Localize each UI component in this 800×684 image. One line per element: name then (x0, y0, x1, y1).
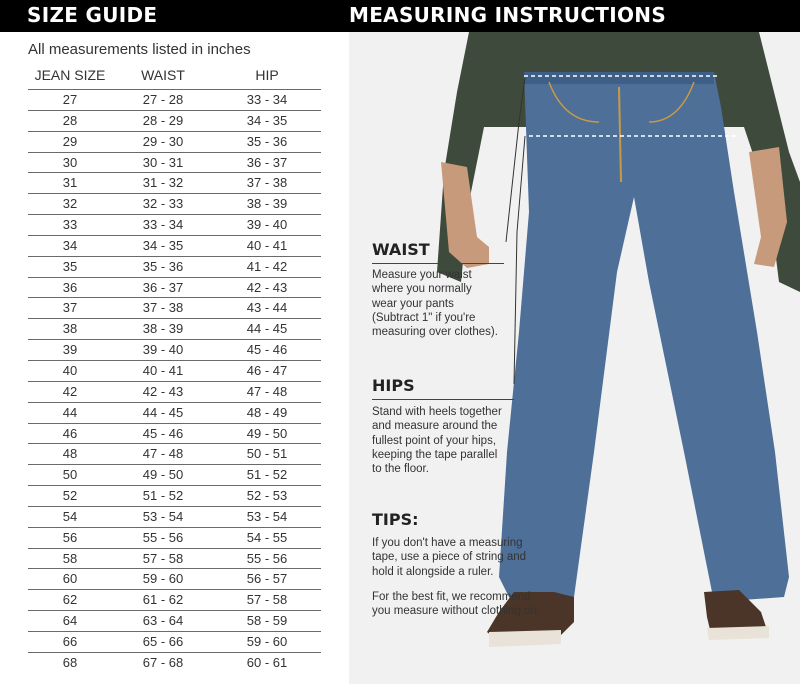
column-header-hip: HIP (255, 67, 279, 83)
waist-cell: 39 - 40 (142, 342, 184, 358)
table-row (28, 443, 321, 464)
table-row (28, 589, 321, 610)
jean-size-cell: 28 (62, 112, 78, 128)
hip-cell: 46 - 47 (246, 362, 288, 378)
hip-cell: 47 - 48 (246, 383, 288, 399)
waist-cell: 63 - 64 (142, 613, 184, 629)
tips-line-5: you measure without clothing on. (372, 605, 541, 618)
table-row (28, 527, 321, 548)
hip-cell: 45 - 46 (246, 342, 288, 358)
jean-size-cell: 30 (62, 154, 78, 170)
tips-instructions-2 (372, 590, 540, 619)
table-row (28, 423, 321, 444)
table-row (28, 360, 321, 381)
table-row (28, 110, 321, 131)
waist-heading: WAIST (372, 240, 430, 259)
waist-cell: 29 - 30 (142, 133, 184, 149)
table-row (28, 652, 321, 673)
hip-cell: 55 - 56 (246, 550, 288, 566)
waistband-shape (524, 72, 714, 84)
hip-cell: 50 - 51 (246, 446, 288, 462)
size-table (28, 89, 321, 673)
table-row (28, 235, 321, 256)
waist-cell: 36 - 37 (142, 279, 184, 295)
jeans-shape (499, 72, 789, 602)
waist-cell: 42 - 43 (142, 383, 184, 399)
waist-cell: 38 - 39 (142, 321, 184, 337)
hips-line-2: and measure around the (372, 420, 498, 433)
hip-cell: 48 - 49 (246, 404, 288, 420)
hip-cell: 40 - 41 (246, 237, 288, 253)
jean-size-cell: 42 (62, 383, 78, 399)
jean-size-cell: 35 (62, 258, 78, 274)
waist-heading-rule (372, 263, 504, 264)
waist-cell: 27 - 28 (142, 92, 184, 107)
waist-cell: 47 - 48 (142, 446, 184, 462)
jean-size-cell: 52 (62, 488, 78, 504)
waist-cell: 53 - 54 (142, 508, 184, 524)
table-row (28, 631, 321, 652)
hips-line-5: to the floor. (372, 463, 429, 476)
table-row (28, 485, 321, 506)
hip-cell: 52 - 53 (246, 488, 288, 504)
table-row (28, 318, 321, 339)
jean-size-cell: 60 (62, 571, 78, 587)
hip-cell: 41 - 42 (246, 258, 288, 274)
waist-instructions (372, 268, 498, 339)
waist-cell: 65 - 66 (142, 633, 184, 649)
waist-line-1: Measure your waist (372, 269, 472, 281)
table-row (28, 548, 321, 569)
hip-cell: 49 - 50 (246, 425, 288, 441)
model-illustration (349, 32, 800, 684)
hip-cell: 35 - 36 (246, 133, 288, 149)
left-boot-sole (489, 630, 561, 647)
table-row (28, 152, 321, 173)
waist-cell: 57 - 58 (142, 550, 184, 566)
size-guide-title: SIZE GUIDE (27, 3, 158, 27)
waist-cell: 67 - 68 (142, 654, 184, 670)
header-bar (0, 0, 800, 32)
table-row (28, 172, 321, 193)
jean-size-cell: 66 (62, 633, 78, 649)
column-header-jean-size: JEAN SIZE (34, 67, 106, 83)
tips-line-1: If you don't have a measuring (372, 537, 523, 549)
table-row (28, 193, 321, 214)
jean-size-cell: 32 (62, 196, 78, 212)
measuring-instructions-title: MEASURING INSTRUCTIONS (349, 3, 667, 27)
table-row (28, 256, 321, 277)
jean-size-cell: 31 (62, 175, 78, 191)
jean-size-cell: 68 (62, 654, 78, 670)
waist-cell: 40 - 41 (142, 362, 184, 378)
jean-size-cell: 29 (62, 133, 78, 149)
waist-cell: 37 - 38 (142, 300, 184, 316)
waist-cell: 28 - 29 (142, 112, 184, 128)
tips-heading: TIPS: (372, 510, 419, 529)
jean-size-cell: 39 (62, 342, 78, 358)
hips-line-4: keeping the tape parallel (372, 448, 498, 461)
waist-cell: 51 - 52 (142, 488, 184, 504)
hip-cell: 34 - 35 (246, 112, 288, 128)
hips-line-1: Stand with heels together (372, 406, 502, 418)
hip-cell: 59 - 60 (246, 633, 288, 649)
jean-size-cell: 38 (62, 321, 78, 337)
jean-size-cell: 34 (62, 237, 78, 253)
tips-line-2: tape, use a piece of string and (372, 551, 527, 564)
jean-size-cell: 40 (62, 362, 78, 378)
hip-cell: 36 - 37 (246, 154, 288, 170)
waist-line-3: wear your pants (372, 297, 454, 310)
hip-cell: 33 - 34 (246, 92, 288, 107)
hip-cell: 60 - 61 (246, 654, 288, 670)
table-row (28, 297, 321, 318)
waist-cell: 45 - 46 (142, 425, 184, 441)
instructions-panel (349, 32, 800, 684)
waist-cell: 49 - 50 (142, 467, 184, 483)
size-guide-panel (0, 32, 349, 684)
jean-size-cell: 48 (62, 446, 78, 462)
table-row (28, 131, 321, 152)
table-row (28, 339, 321, 360)
table-row (28, 89, 321, 110)
size-guide-subtitle: All measurements listed in inches (28, 41, 251, 58)
tips-line-4: For the best fit, we recommend (372, 591, 531, 603)
jean-size-cell: 44 (62, 404, 78, 420)
hip-cell: 57 - 58 (246, 592, 288, 608)
waist-line-2: where you normally (372, 283, 472, 296)
waist-cell: 31 - 32 (142, 175, 184, 191)
jean-size-cell: 58 (62, 550, 78, 566)
jean-size-cell: 37 (62, 300, 78, 316)
table-row (28, 402, 321, 423)
table-row (28, 277, 321, 298)
right-boot-sole (707, 626, 769, 640)
waist-cell: 44 - 45 (142, 404, 184, 420)
table-row (28, 506, 321, 527)
table-row (28, 610, 321, 631)
waist-cell: 33 - 34 (142, 217, 184, 233)
waist-cell: 34 - 35 (142, 237, 184, 253)
jean-size-cell: 46 (62, 425, 78, 441)
jean-size-cell: 36 (62, 279, 78, 295)
hip-cell: 37 - 38 (246, 175, 288, 191)
waist-cell: 32 - 33 (142, 196, 184, 212)
hip-cell: 56 - 57 (246, 571, 288, 587)
tips-line-3: hold it alongside a ruler. (372, 565, 494, 578)
table-row (28, 464, 321, 485)
hip-cell: 53 - 54 (246, 508, 288, 524)
hip-cell: 51 - 52 (246, 467, 288, 483)
jean-size-cell: 27 (62, 92, 78, 107)
hip-cell: 54 - 55 (246, 529, 288, 545)
waist-line-5: measuring over clothes). (372, 326, 498, 339)
waist-line-4: (Subtract 1" if you're (372, 311, 476, 324)
hips-heading: HIPS (372, 376, 415, 395)
hip-cell: 43 - 44 (246, 300, 288, 316)
table-row (28, 381, 321, 402)
table-row (28, 214, 321, 235)
hip-cell: 38 - 39 (246, 196, 288, 212)
table-row (28, 568, 321, 589)
hips-instructions (372, 405, 502, 476)
jean-size-cell: 50 (62, 467, 78, 483)
hips-heading-rule (372, 399, 514, 400)
hip-cell: 58 - 59 (246, 613, 288, 629)
hip-cell: 42 - 43 (246, 279, 288, 295)
jean-size-cell: 33 (62, 217, 78, 233)
waist-cell: 30 - 31 (142, 154, 184, 170)
hips-line-3: fullest point of your hips, (372, 434, 497, 447)
tips-instructions-1 (372, 536, 526, 579)
jean-size-cell: 54 (62, 508, 78, 524)
jean-size-cell: 56 (62, 529, 78, 545)
waist-cell: 61 - 62 (142, 592, 184, 608)
jean-size-cell: 62 (62, 592, 78, 608)
hip-cell: 44 - 45 (246, 321, 288, 337)
column-header-waist: WAIST (141, 67, 185, 83)
jean-size-cell: 64 (62, 613, 78, 629)
waist-cell: 59 - 60 (142, 571, 184, 587)
waist-cell: 55 - 56 (142, 529, 184, 545)
hip-cell: 39 - 40 (246, 217, 288, 233)
waist-cell: 35 - 36 (142, 258, 184, 274)
